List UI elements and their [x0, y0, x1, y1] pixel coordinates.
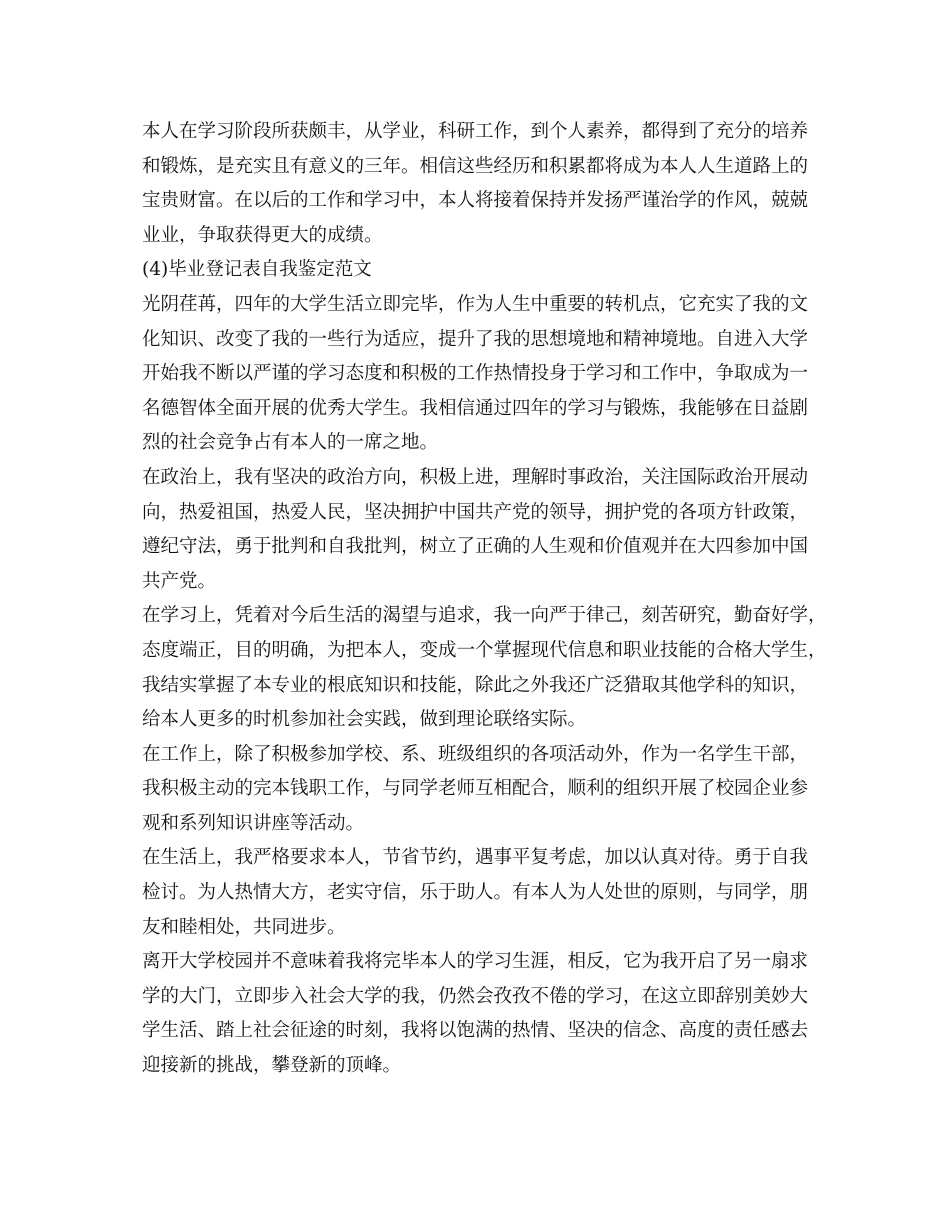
text-line: 观和系列知识讲座等活动。 — [142, 812, 365, 834]
text-line: 开始我不断以严谨的学习态度和积极的工作热情投身于学习和工作中，争取成为一 — [142, 363, 809, 385]
text-line: 本人在学习阶段所获颇丰，从学业，科研工作，到个人素养，都得到了充分的培养 — [142, 121, 809, 142]
text-line: 在生活上，我严格要求本人，节省节约，遇事平复考虑，加以认真对待。勇于自我 — [142, 847, 809, 869]
document-body — [142, 115, 827, 1084]
text-line: 共产党。 — [142, 570, 217, 592]
text-line: 化知识、改变了我的一些行为适应，提升了我的思想境地和精神境地。自进入大学 — [142, 328, 809, 350]
text-line: 我结实掌握了本专业的根底知识和技能，除此之外我还广泛猎取其他学科的知识， — [142, 674, 809, 696]
text-line: 态度端正，目的明确，为把本人，变成一个掌握现代信息和职业技能的合格大学生， — [142, 639, 827, 661]
text-line: 名德智体全面开展的优秀大学生。我相信通过四年的学习与锻炼，我能够在日益剧 — [142, 397, 809, 419]
text-line: 迎接新的挑战，攀登新的顶峰。 — [142, 1055, 402, 1077]
text-line: 给本人更多的时机参加社会实践，做到理论联络实际。 — [142, 709, 587, 731]
text-line: 友和睦相处，共同进步。 — [142, 916, 346, 938]
text-line: 光阴荏苒，四年的大学生活立即完毕，作为人生中重要的转机点，它充实了我的文 — [142, 293, 809, 315]
text-line: 和锻炼，是充实且有意义的三年。相信这些经历和积累都将成为本人人生道路上的 — [142, 155, 809, 177]
text-line: 我积极主动的完本钱职工作，与同学老师互相配合，顺利的组织开展了校园企业参 — [142, 778, 809, 800]
text-line: 学的大门，立即步入社会大学的我，仍然会孜孜不倦的学习，在这立即辞别美妙大 — [142, 985, 809, 1007]
text-line: 向，热爱祖国，热爱人民，坚决拥护中国共产党的领导，拥护党的各项方针政策， — [142, 501, 809, 523]
text-line: 学生活、踏上社会征途的时刻，我将以饱满的热情、坚决的信念、高度的责任感去 — [142, 1020, 809, 1042]
text-line: 遵纪守法，勇于批判和自我批判，树立了正确的人生观和价值观并在大四参加中国 — [142, 536, 809, 558]
text-line: 宝贵财富。在以后的工作和学习中，本人将接着保持并发扬严谨治学的作风，兢兢 — [142, 190, 809, 212]
text-line: 离开大学校园并不意味着我将完毕本人的学习生涯，相反，它为我开启了另一扇求 — [142, 951, 809, 973]
text-line: 在学习上，凭着对今后生活的渴望与追求，我一向严于律己，刻苦研究，勤奋好学， — [142, 605, 827, 627]
text-line: 烈的社会竞争占有本人的一席之地。 — [142, 432, 439, 454]
section-heading: (4)毕业登记表自我鉴定范文 — [142, 259, 372, 281]
text-line: 在政治上，我有坚决的政治方向，积极上进，理解时事政治，关注国际政治开展动 — [142, 466, 809, 488]
text-line: 检讨。为人热情大方，老实守信，乐于助人。有本人为人处世的原则，与同学，朋 — [142, 882, 809, 904]
text-line: 在工作上，除了积极参加学校、系、班级组织的各项活动外，作为一名学生干部， — [142, 743, 809, 765]
text-line: 业业，争取获得更大的成绩。 — [142, 224, 383, 246]
